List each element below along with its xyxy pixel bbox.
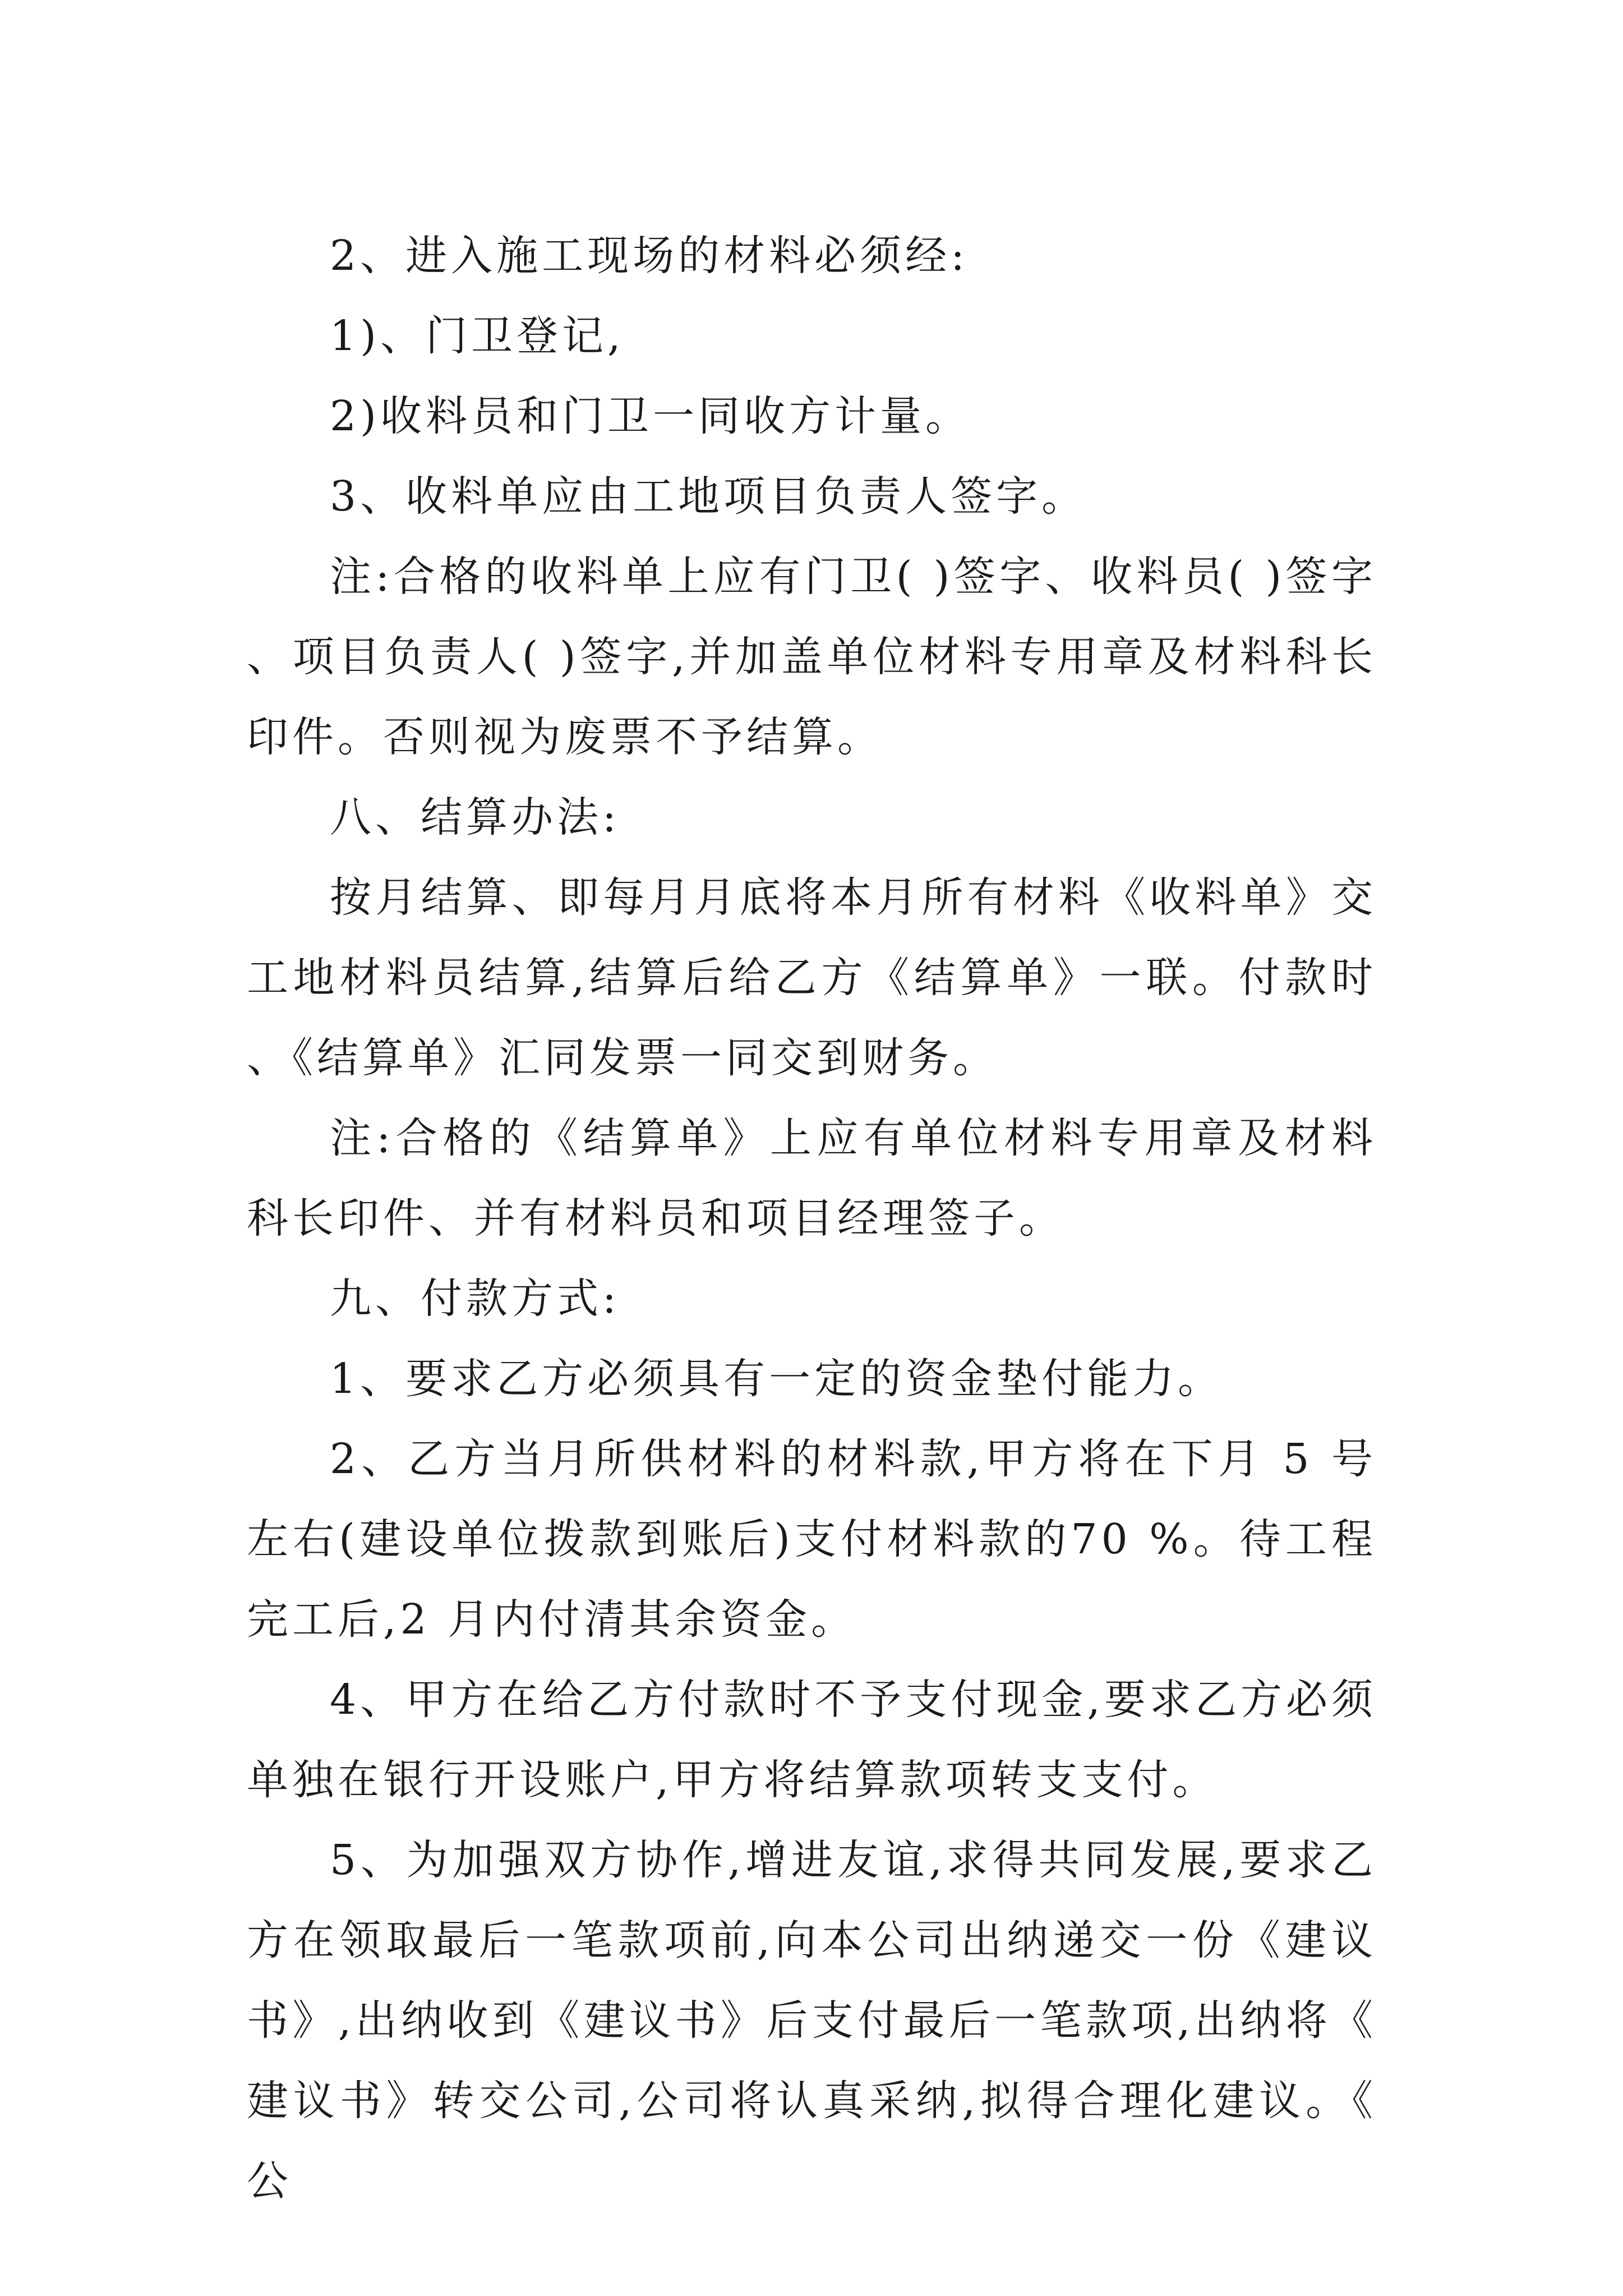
paragraph: 2、乙方当月所供材料的材料款,甲方将在下月 5 号左右(建设单位拨款到账后)支付材料款的70 %。待工程完工后,2 月内付清其余资金。 bbox=[247, 1435, 1377, 1644]
paragraph: 3、收料单应由工地项目负责人签字。 bbox=[330, 472, 1087, 521]
section-heading: 八、结算办法: bbox=[330, 793, 620, 841]
paragraph: 4、甲方在给乙方付款时不予支付现金,要求乙方必须单独在银行开设账户,甲方将结算款项转支支付。 bbox=[247, 1676, 1377, 1804]
paragraph: 按月结算、即每月月底将本月所有材料《收料单》交工地材料员结算,结算后给乙方《结算单》一联。付款时、《结算单》汇同发票一同交到财务。 bbox=[247, 873, 1377, 1082]
paragraph: 1)、门卫登记, bbox=[330, 312, 625, 360]
paragraph: 2)收料员和门卫一同收方计量。 bbox=[330, 392, 971, 440]
paragraph: 1、要求乙方必须具有一定的资金垫付能力。 bbox=[330, 1355, 1224, 1403]
note-paragraph: 注:合格的收料单上应有门卫( )签字、收料员( )签字、项目负责人( )签字,并加盖单位材料专用章及材料科长印件。否则视为废票不予结算。 bbox=[247, 553, 1377, 761]
paragraph: 2、进入施工现场的材料必须经: bbox=[330, 232, 969, 280]
paragraph: 5、为加强双方协作,增进友谊,求得共同发展,要求乙方在领取最后一笔款项前,向本公司出纳递交一份《建议书》,出纳收到《建议书》后支付最后一笔款项,出纳将《建议书》转交公司,公司将认真采纳,拟得合理化建议。《公 bbox=[247, 1836, 1377, 2205]
note-paragraph: 注:合格的《结算单》上应有单位材料专用章及材料科长印件、并有材料员和项目经理签子。 bbox=[247, 1114, 1377, 1243]
section-heading: 九、付款方式: bbox=[330, 1274, 620, 1323]
document-body bbox=[247, 216, 1377, 2221]
